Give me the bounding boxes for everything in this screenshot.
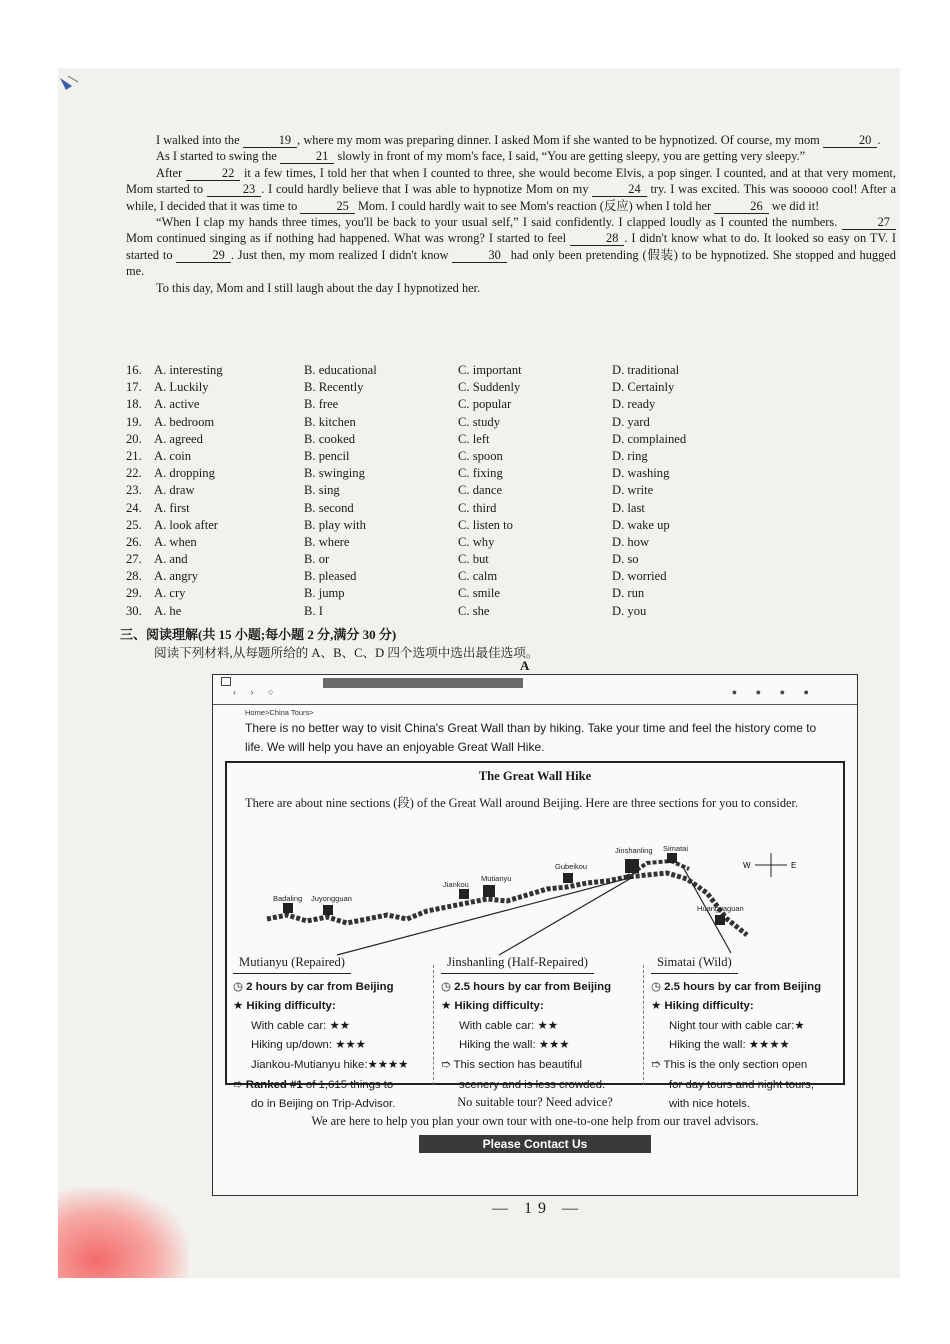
tip-icon: ➱ (233, 1078, 243, 1091)
option-row: 28. A. angry B. pleased C. calm D. worried (126, 569, 667, 584)
option-row: 26. A. when B. where C. why D. how (126, 534, 650, 549)
toolbar-icons[interactable]: ● ● ● ● (731, 687, 817, 697)
nav-buttons-icon[interactable]: ‹ › ○ (233, 687, 280, 697)
option-row: 25. A. look after B. play with C. listen to D. wake up (126, 517, 670, 532)
jiankou-tower-icon (459, 889, 469, 899)
badaling-label: Badaling (273, 894, 303, 903)
compass-east: E (791, 861, 797, 870)
scan-stain (58, 1188, 188, 1278)
option-row: 30. A. he B. I C. she D. you (126, 603, 647, 618)
tip-icon: ➱ (441, 1058, 451, 1071)
column-simatai: Simatai (Wild) ◷ 2.5 hours by car from Beijing ★ Hiking difficulty: Night tour with cable car:★ Hiking the wall: ★★★★ ➱ This is the only section open for day tours and night tours, with nice hotels. (651, 955, 822, 1111)
compass-west: W (743, 861, 751, 870)
juyongguan-label: Juyongguan (311, 894, 352, 903)
gubeikou-label: Gubeikou (555, 862, 588, 871)
tip-icon: ➱ (651, 1058, 661, 1071)
option-row: 23. A. draw B. sing C. dance D. write (126, 483, 654, 498)
option-row: 21. A. coin B. pencil C. spoon D. ring (126, 448, 648, 463)
juyongguan-tower-icon (323, 905, 333, 915)
blank-30: 30 (452, 249, 506, 263)
corner-scan-mark (58, 72, 80, 94)
cloze-passage (126, 132, 896, 296)
mutianyu-tower-icon (483, 885, 495, 897)
breadcrumb[interactable]: Home>China Tours> (245, 708, 314, 717)
blank-28: 28 (570, 232, 624, 246)
answer-options (126, 362, 846, 620)
option-row: 18. A. active B. free C. popular D. ready (126, 397, 656, 412)
page-number: — 19 — (492, 1200, 584, 1217)
column-divider (643, 965, 644, 1085)
advice-text: No suitable tour? Need advice? We are here to help you plan your own tour with one-to-one help from our travel advisors. (311, 1095, 759, 1128)
simatai-tower-icon (667, 853, 677, 863)
blank-26: 26 (714, 200, 768, 214)
mutianyu-label: Mutianyu (481, 874, 512, 883)
great-wall-map (227, 823, 843, 957)
badaling-tower-icon (283, 903, 293, 913)
mutianyu-title: Mutianyu (Repaired) (233, 953, 351, 974)
paragraph-3: After 22 it a few times, I told her that when I counted to three, she would become Elvis, a pop singer. I counted, and at that very moment, Mom started to 23 . I could hardly believe that I was able to hypnotize Mom on my 24 try. I was excited. This was sooooo cool! After a while, I decided that it was time to 25 Mom. I could hardly wait to see Mom's reaction (反应) when I told her 26 we did it! (126, 165, 896, 213)
blank-19: 19 (243, 134, 297, 148)
window-icon (221, 677, 231, 686)
option-row: 17. A. Luckily B. Recently C. Suddenly D. Certainly (126, 380, 675, 395)
compass-icon (755, 853, 787, 877)
paragraph-4: “When I clap my hands three times, you'll be back to your usual self,” I said confidently. I clapped loudly as I counted the numbers. 27 Mom continued singing as if nothing had happened. What was wrong? I started to feel 28 . I didn't know what to do. It looked so easy on TV. I started to 29 . Just then, my mom realized I didn't know 30 had only been pretending (假装) to be hypnotized. She stopped and hugged me. (126, 215, 897, 279)
column-mutianyu: Mutianyu (Repaired) ◷ 2 hours by car from Beijing ★ Hiking difficulty: With cable car: ★★ Hiking up/down: ★★★ Jiankou-Mutianyu hike:★★★★ ➱ Ranked #1 of 1,615 things to do in Beijing on Trip-Advisor. (233, 955, 409, 1111)
blank-21: 21 (280, 150, 334, 164)
option-row: 24. A. first B. second C. third D. last (126, 500, 645, 515)
jiankou-label: Jiankou (443, 880, 469, 889)
hiking-icon: ★ (233, 1000, 244, 1013)
webpage-screenshot (212, 674, 858, 1196)
blank-20: 20 (823, 134, 877, 148)
column-divider (433, 965, 434, 1085)
hike-description: There are about nine sections (段) of the Great Wall around Beijing. Here are three sections for you to consider. (245, 796, 799, 810)
option-row: 20. A. agreed B. cooked C. left D. complained (126, 431, 687, 446)
option-row: 16. A. interesting B. educational C. important D. traditional (126, 363, 680, 377)
hike-title: The Great Wall Hike (478, 769, 592, 783)
intro-text: There is no better way to visit China's Great Wall than by hiking. Take your time and feel the history come to life. We will help you have an enjoyable Great Wall Hike. (245, 721, 817, 754)
section-instruction: 阅读下列材料,从每题所给的 A、B、C、D 四个选项中选出最佳选项。 (154, 646, 539, 660)
blank-24: 24 (592, 183, 646, 197)
gubeikou-tower-icon (563, 873, 573, 883)
passage-letter: A (520, 658, 530, 673)
option-row: 27. A. and B. or C. but D. so (126, 552, 639, 567)
option-row: 22. A. dropping B. swinging C. fixing D. washing (126, 466, 670, 481)
huangyaguan-label: Huangyaguan (697, 904, 744, 913)
huangyaguan-tower-icon (715, 915, 725, 925)
blank-29: 29 (176, 249, 230, 263)
jinshanling-title: Jinshanling (Half-Repaired) (441, 953, 594, 974)
option-row: 19. A. bedroom B. kitchen C. study D. yard (126, 414, 650, 429)
section-heading: 三、阅读理解(共 15 小题;每小题 2 分,满分 30 分) (120, 627, 397, 642)
blank-27: 27 (842, 216, 896, 230)
hiking-icon: ★ (651, 1000, 662, 1013)
blank-25: 25 (300, 200, 354, 214)
column-jinshanling: Jinshanling (Half-Repaired) ◷ 2.5 hours by car from Beijing ★ Hiking difficulty: With cable car: ★★ Hiking the wall: ★★★ ➱ This section has beautiful scenery and is less crowded. (441, 955, 612, 1091)
simatai-title: Simatai (Wild) (651, 953, 738, 974)
browser-toolbar (213, 675, 857, 705)
blank-23: 23 (207, 183, 261, 197)
address-bar[interactable] (323, 678, 523, 688)
clock-icon: ◷ (651, 980, 661, 993)
simatai-label: Simatai (663, 844, 689, 853)
contact-us-button[interactable]: Please Contact Us (419, 1135, 651, 1153)
blank-22: 22 (186, 167, 240, 181)
jinshanling-label: Jinshanling (615, 846, 653, 855)
great-wall-hike-box (225, 761, 845, 1111)
paragraph-5: To this day, Mom and I still laugh about the day I hypnotized her. (156, 280, 481, 295)
clock-icon: ◷ (233, 980, 243, 993)
hiking-icon: ★ (441, 1000, 452, 1013)
option-row: 29. A. cry B. jump C. smile D. run (126, 586, 645, 601)
exam-page (58, 68, 900, 1278)
paragraph-2: As I started to swing the 21 slowly in front of my mom's face, I said, “You are getting sleepy, you are getting very sleepy.” (156, 149, 806, 164)
jinshanling-tower-icon (625, 859, 639, 873)
clock-icon: ◷ (441, 980, 451, 993)
paragraph-1: I walked into the 19 , where my mom was preparing dinner. I asked Mom if she wanted to be hypnotized. Of course, my mom 20 . (156, 133, 881, 147)
